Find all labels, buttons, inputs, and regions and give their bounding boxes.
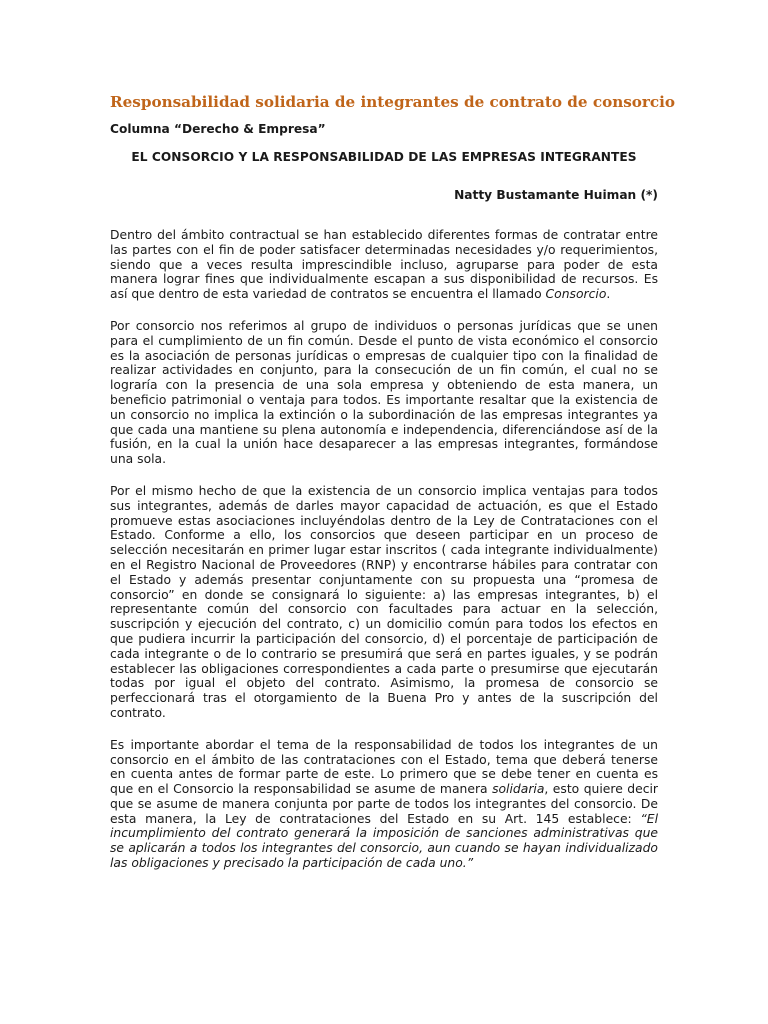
paragraph-4-italic-a: solidaria (492, 782, 545, 797)
paragraph-1-text: Dentro del ámbito contractual se han establecido diferentes formas de contratar entre las partes con el fin de poder satisfacer determinadas necesidades y/o requerimientos, siendo que a veces resulta imprescindible incluso, agruparse para poder de esta manera lograr fines que individualmente escapan a sus disponibilidad de recursos. Es así que dentro de esta variedad de contratos se encuentra el llamado (110, 228, 658, 302)
paragraph-4-text-a: Es importante abordar el tema de la responsabilidad de todos los integrantes de un consorcio en el ámbito de las contrataciones con el Estado, tema que deberá tenerse en cuenta antes de formar parte de este. Lo primero que se debe tener en cuenta es que en el Consorcio la responsabilidad se asume de manera (110, 737, 658, 797)
paragraph-3: Por el mismo hecho de que la existencia de un consorcio implica ventajas para todos sus integrantes, además de darles mayor capacidad de actuación, es que el Estado promueve estas asociaciones incluyéndolas dentro de la Ley de Contrataciones con el Estado. Conforme a ello, los consorcios que deseen participar en un proceso de selección necesitarán en primer lugar estar inscritos ( cada integrante individualmente) en el Registro Nacional de Proveedores (RNP) y encontrarse hábiles para contratar con el Estado y además presentar conjuntamente con su propuesta una “promesa de consorcio” en donde se consignará lo siguiente: a) las empresas integrantes, b) el representante común del consorcio con facultades para actuar en la selección, suscripción y ejecución del contrato, c) un domicilio común para todos los efectos en que pudiera incurrir la participación del consorcio, d) el porcentaje de participación de cada integrante o de lo contrario se presumirá que será en partes iguales, y se podrán establecer las obligaciones correspondientes a cada parte o presumirse que ejecutarán todas por igual el objeto del contrato. Asimismo, la promesa de consorcio se perfeccionará tras el otorgamiento de la Buena Pro y antes de la suscripción del contrato. (110, 483, 658, 720)
paragraph-4-text-b: , esto quiere decir que se asume de manera conjunta por parte de todos los integrantes del consorcio. De esta manera, la Ley de contrataciones del Estado en su Art. 145 establece: (110, 782, 659, 826)
paragraph-4-quote: “El incumplimiento del contrato generará la imposición de sanciones administrativas que se aplicarán a todos los integrantes del consorcio, aun cuando se hayan individualizado las obligaciones y precisado la participación de cada uno.” (110, 811, 658, 871)
paragraph-2: Por consorcio nos referimos al grupo de individuos o personas jurídicas que se unen para el cumplimiento de un fin común. Desde el punto de vista económico el consorcio es la asociación de personas jurídicas o empresas de cualquier tipo con la finalidad de realizar actividades en conjunto, para la consecución de un fin común, el cual no se lograría con la presencia de una sola empresa y obteniendo de esta manera, un beneficio patrimonial o ventaja para todos. Es importante resaltar que la existencia de un consorcio no implica la extinción o la subordinación de las empresas integrantes ya que cada una mantiene su plena autonomía e independencia, diferenciándose así de la fusión, en la cual la unión hace desaparecer a las empresas integrantes, formándose una sola. (110, 318, 658, 467)
paragraph-4 (110, 738, 658, 871)
section-heading: EL CONSORCIO Y LA RESPONSABILIDAD DE LAS EMPRESAS INTEGRANTES (131, 150, 637, 164)
document-page (110, 92, 676, 871)
column-label: Columna “Derecho & Empresa” (110, 122, 326, 136)
author-line: Natty Bustamante Huiman (*) (454, 188, 658, 202)
paragraph-1-italic: Consorcio (545, 287, 607, 302)
paragraph-1 (110, 228, 658, 302)
paragraph-1-end: . (606, 287, 611, 302)
document-title: Responsabilidad solidaria de integrantes de contrato de consorcio (110, 93, 676, 111)
